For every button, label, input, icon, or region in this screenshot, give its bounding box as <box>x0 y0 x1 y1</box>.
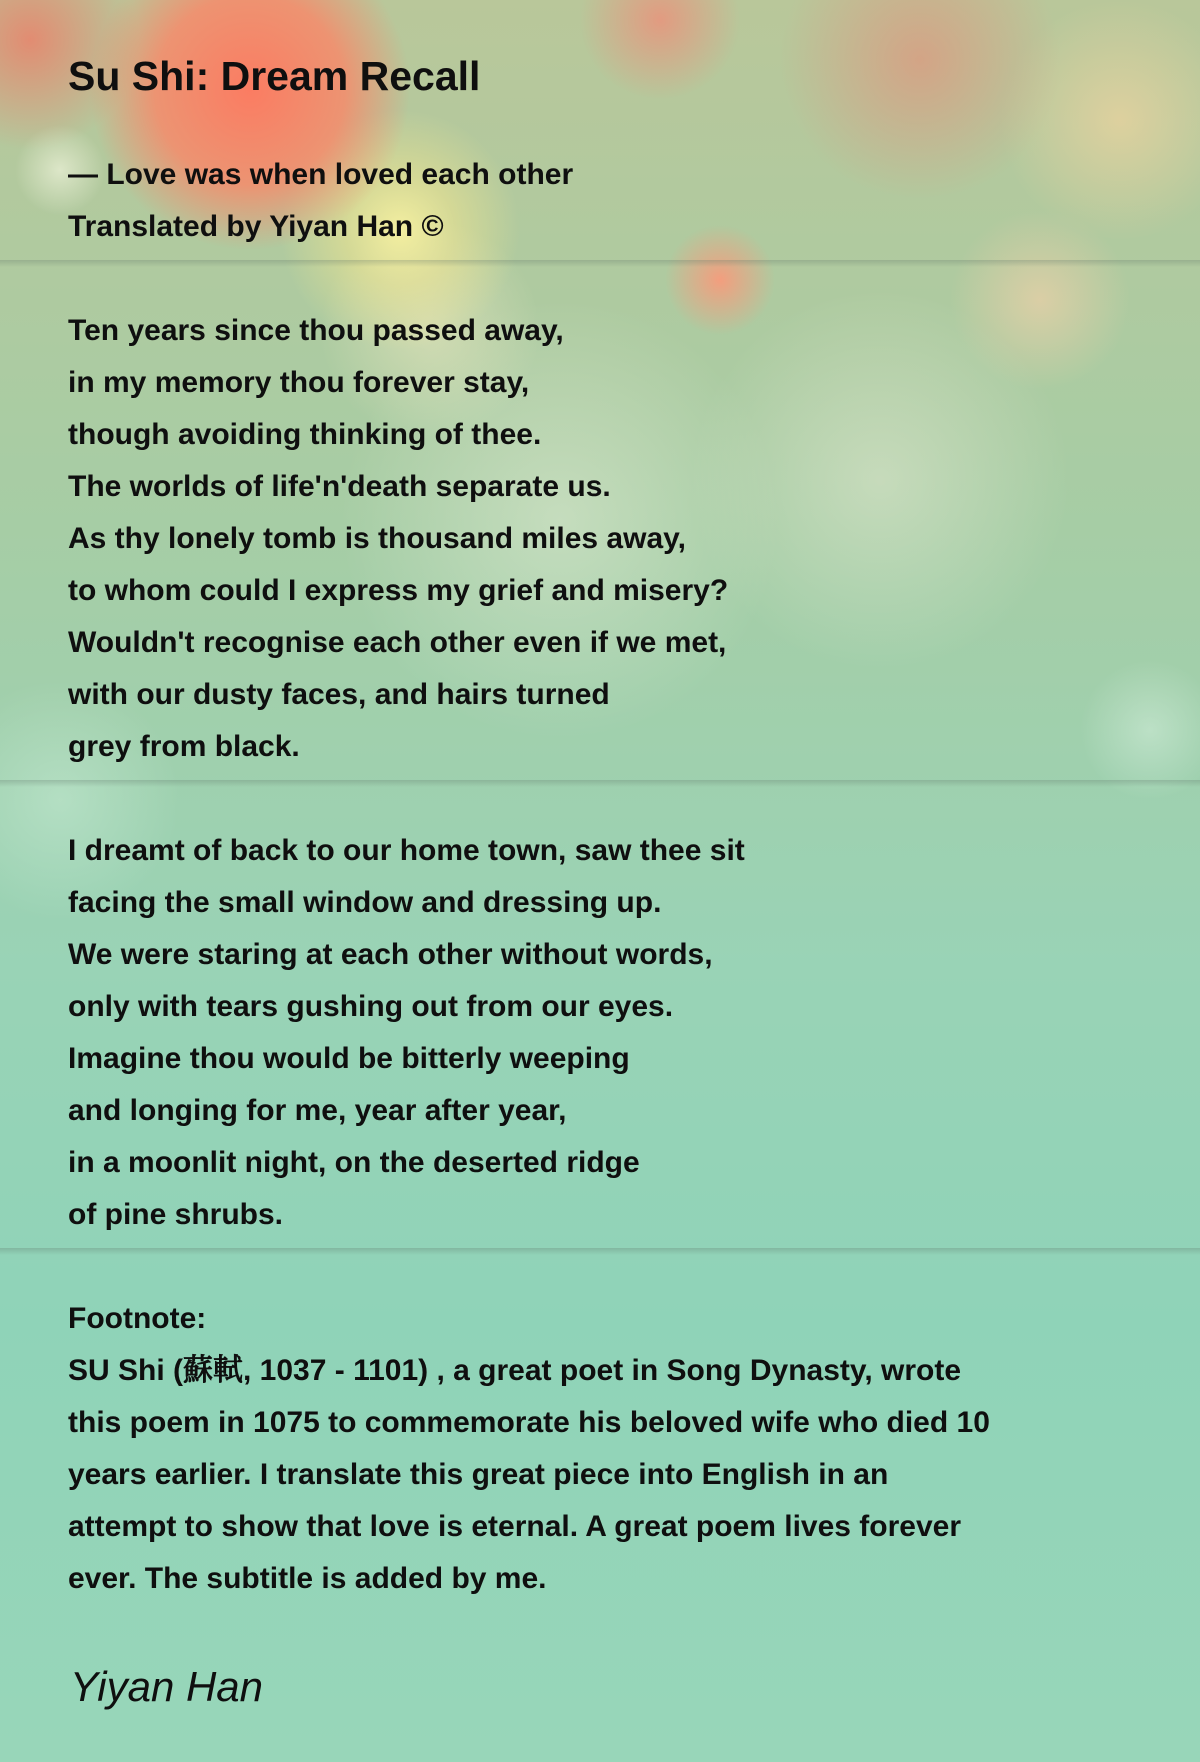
footnote-line: attempt to show that love is eternal. A great poem lives forever <box>68 1510 962 1543</box>
poem-line: to whom could I express my grief and misery? <box>68 574 729 607</box>
translator-credit: Translated by Yiyan Han © <box>68 210 444 243</box>
footnote-heading: Footnote: <box>68 1302 207 1335</box>
poem-line: facing the small window and dressing up. <box>68 886 662 919</box>
poem-line: Ten years since thou passed away, <box>68 314 564 347</box>
stanza-2 <box>68 825 745 1241</box>
poem-line: Imagine thou would be bitterly weeping <box>68 1042 630 1075</box>
poem-line: We were staring at each other without words, <box>68 938 713 971</box>
poem-line: though avoiding thinking of thee. <box>68 418 542 451</box>
poem-line: of pine shrubs. <box>68 1198 284 1231</box>
section-divider <box>0 1248 1200 1255</box>
poem-line: with our dusty faces, and hairs turned <box>68 678 610 711</box>
poem-line: As thy lonely tomb is thousand miles away, <box>68 522 686 555</box>
poem-line: and longing for me, year after year, <box>68 1094 567 1127</box>
footnote-line: ever. The subtitle is added by me. <box>68 1562 547 1595</box>
poem-line: The worlds of life'n'death separate us. <box>68 470 611 503</box>
author-name: Yiyan Han <box>70 1663 264 1710</box>
footnote-line: years earlier. I translate this great piece into English in an <box>68 1458 889 1491</box>
poem-line: only with tears gushing out from our eyes. <box>68 990 674 1023</box>
section-divider <box>0 780 1200 787</box>
subtitle-line: — Love was when loved each other <box>68 158 574 191</box>
poem-line: grey from black. <box>68 730 300 763</box>
subtitle-block <box>68 149 573 253</box>
poem-line: in my memory thou forever stay, <box>68 366 530 399</box>
footnote <box>68 1293 990 1605</box>
poem-line: in a moonlit night, on the deserted ridge <box>68 1146 640 1179</box>
poem-line: I dreamt of back to our home town, saw thee sit <box>68 834 745 867</box>
section-divider <box>0 260 1200 267</box>
footnote-line: SU Shi (蘇軾, 1037 - 1101) , a great poet in Song Dynasty, wrote <box>68 1354 962 1387</box>
footnote-line: this poem in 1075 to commemorate his beloved wife who died 10 <box>68 1406 990 1439</box>
poem-line: Wouldn't recognise each other even if we met, <box>68 626 727 659</box>
poem-title: Su Shi: Dream Recall <box>68 53 481 99</box>
stanza-1 <box>68 305 728 773</box>
